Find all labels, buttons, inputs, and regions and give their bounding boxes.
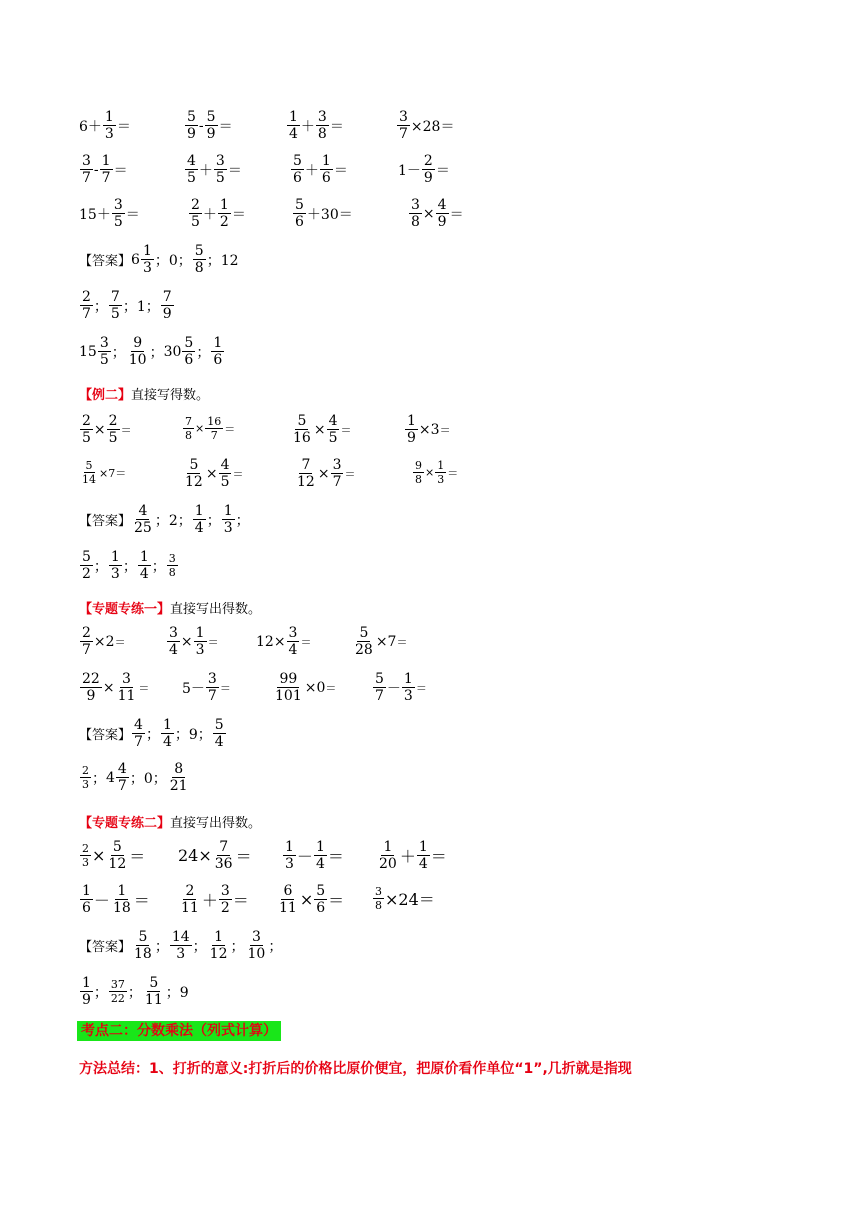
problem: $\frac{1}{4}$ ＋ $\frac{3}{8}$ ＝: [289, 109, 344, 142]
problem: $\frac{2}{3}$ × $\frac{5}{12}$ ＝: [82, 839, 146, 872]
answer-line: $\frac{5}{2}$ ； $\frac{1}{3}$ ； $\frac{1}{4}$ ； $\frac{3}{8}$: [82, 549, 176, 582]
problem: $\frac{5}{14}$ ×7＝: [82, 459, 127, 486]
problem: $\frac{6}{11}$ × $\frac{5}{6}$ ＝: [279, 883, 345, 916]
problem: 1－ $\frac{2}{9}$ ＝: [398, 153, 450, 186]
problem: $\frac{2}{11}$ ＋ $\frac{3}{2}$ ＝: [181, 883, 249, 916]
problem: $\frac{99}{101}$ ×0 ＝: [275, 671, 337, 704]
problem: $\frac{5}{28}$ ×7 ＝: [355, 625, 408, 658]
practice-title: 【专题专练二】: [79, 816, 171, 831]
problem: $\frac{1}{9}$ ×3 ＝: [407, 413, 451, 446]
problem: $\frac{9}{8}$ × $\frac{1}{3}$ ＝: [415, 459, 459, 486]
answer-line: 【答案】 $\frac{4}{7}$ ； $\frac{1}{4}$ ；9； $\frac{5}{4}$: [79, 717, 224, 750]
answer-line: $\frac{2}{3}$ ； 4 $\frac{4}{7}$ ；0； $\frac{8}{21}$: [82, 761, 188, 794]
answer-label: 【答案】: [79, 940, 132, 955]
problem: $\frac{5}{6}$ ＋30＝: [295, 197, 353, 230]
answer-label: 【答案】: [79, 254, 132, 269]
problem: $\frac{3}{8}$ ×24＝: [375, 885, 435, 912]
method-summary: 方法总结：1、打折的意义:打折后的价格比原价便宜，把原价看作单位“1”,几折就是指现: [79, 1061, 632, 1077]
problem: $\frac{5}{9}$ - $\frac{5}{9}$ ＝: [187, 109, 233, 142]
instruction: 直接写出得数。: [170, 816, 262, 831]
problem: 6＋ $\frac{1}{3}$ ＝: [79, 109, 131, 142]
instruction: 直接写出得数。: [170, 602, 262, 617]
problem: $\frac{22}{9}$ × $\frac{3}{11}$ ＝: [82, 671, 150, 704]
example-title: 【例二】: [79, 388, 132, 403]
section-title: [79, 598, 261, 617]
problem: $\frac{3}{7}$ - $\frac{1}{7}$ ＝: [82, 153, 128, 186]
problem: $\frac{1}{6}$ － $\frac{1}{18}$ ＝: [82, 883, 150, 916]
answer-line: 15 $\frac{3}{5}$ ； $\frac{9}{10}$ ； 30 $\frac{5}{6}$ ； $\frac{1}{6}$: [79, 335, 223, 368]
problem: $\frac{7}{8}$ × $\frac{16}{7}$ ＝: [185, 415, 236, 442]
problem: $\frac{1}{20}$ ＋ $\frac{1}{4}$ ＝: [379, 839, 447, 872]
answer-line: $\frac{2}{7}$ ； $\frac{7}{5}$ ；1； $\frac{7}{9}$: [82, 289, 172, 322]
answer-line: 【答案】 $\frac{4}{25}$ ；2； $\frac{1}{4}$ ； $\frac{1}{3}$ ；: [79, 503, 250, 536]
problem: $\frac{3}{7}$ ×28＝: [399, 109, 455, 142]
problem: $\frac{3}{4}$ × $\frac{1}{3}$ ＝: [169, 625, 219, 658]
answer-label: 【答案】: [79, 514, 132, 529]
problem: 12× $\frac{3}{4}$ ＝: [256, 625, 312, 658]
problem: $\frac{2}{7}$ ×2 ＝: [82, 625, 126, 658]
section-title: [79, 384, 209, 403]
section-title: [79, 812, 261, 831]
problem: $\frac{5}{6}$ ＋ $\frac{1}{6}$ ＝: [293, 153, 348, 186]
problem: $\frac{7}{12}$ × $\frac{3}{7}$ ＝: [297, 457, 356, 490]
answer-label: 【答案】: [79, 728, 132, 743]
problem: $\frac{4}{5}$ ＋ $\frac{3}{5}$ ＝: [187, 153, 242, 186]
problem: 5－ $\frac{3}{7}$ ＝: [182, 671, 231, 704]
section-heading-text: 考点二：分数乘法（列式计算）: [77, 1021, 281, 1041]
problem: $\frac{3}{8}$ × $\frac{4}{9}$ ＝: [411, 197, 464, 230]
problem: $\frac{2}{5}$ ＋ $\frac{1}{2}$ ＝: [191, 197, 246, 230]
problem: $\frac{5}{16}$ × $\frac{4}{5}$ ＝: [293, 413, 352, 446]
problem: 15＋ $\frac{3}{5}$ ＝: [79, 197, 140, 230]
answer-line: 【答案】 6 $\frac{1}{3}$ ；0； $\frac{5}{8}$ ；12: [79, 243, 239, 276]
instruction: 直接写得数。: [131, 388, 210, 403]
practice-title: 【专题专练一】: [79, 602, 171, 617]
problem: $\frac{5}{7}$ － $\frac{1}{3}$ ＝: [375, 671, 427, 704]
problem: $\frac{2}{5}$ × $\frac{2}{5}$ ＝: [82, 413, 132, 446]
section-heading: [77, 1020, 281, 1040]
answer-line: 【答案】 $\frac{5}{18}$ ； $\frac{14}{3}$ ； $\frac{1}{12}$ ； $\frac{3}{10}$ ；: [79, 929, 283, 962]
problem: 24× $\frac{7}{36}$ ＝: [178, 839, 252, 872]
problem: $\frac{1}{3}$ － $\frac{1}{4}$ ＝: [285, 839, 344, 872]
answer-line: $\frac{1}{9}$ ； $\frac{37}{22}$ ； $\frac{5}{11}$ ；9: [82, 975, 189, 1008]
problem: $\frac{5}{12}$ × $\frac{4}{5}$ ＝: [185, 457, 244, 490]
